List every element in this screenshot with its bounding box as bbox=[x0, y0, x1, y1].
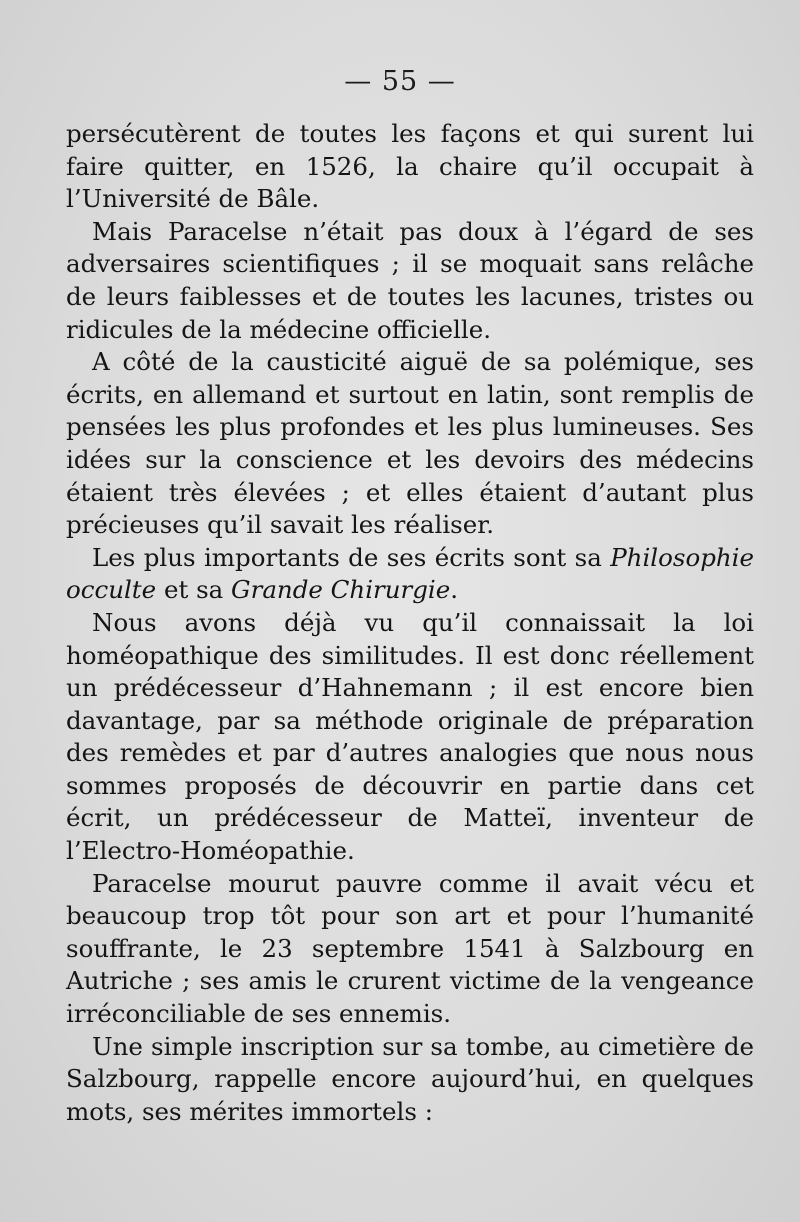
work-title-grande-chirurgie: Grande Chirurgie bbox=[231, 575, 451, 605]
work-title-philosophie-occulte: Philosophie occulte bbox=[66, 542, 754, 605]
paragraph-writings: A côté de la causticité aiguë de sa polémique, ses écrits, en allemand et surtout en latin, sont remplis de pensées les plus profondes et les plus lumineuses. Ses idées sur la conscience et les devoirs des médecins étaient très élevées ; et elles étaient d’autant plus précieuses qu’il savait les réaliser. bbox=[66, 347, 754, 540]
paragraph-adversaries: Mais Paracelse n’était pas doux à l’égard de ses adversaires scientifiques ; il se moquait sans relâche de leurs faiblesses et de toutes les lacunes, tristes ou ridicules de la médecine officielle. bbox=[66, 216, 754, 344]
works-end-text: . bbox=[450, 575, 459, 605]
paragraph-inscription: Une simple inscription sur sa tombe, au cimetière de Salzbourg, rappelle encore aujourd’hui, en quelques mots, ses mérites immortels : bbox=[66, 1031, 754, 1126]
paragraph-continuation: persécutèrent de toutes les façons et qui surent lui faire quitter, en 1526, la chaire qu’il occupait à l’Université de Bâle. bbox=[66, 119, 754, 214]
paragraph-important-works bbox=[66, 542, 754, 607]
works-connector-text: et sa bbox=[156, 575, 232, 605]
page-number: — 55 — bbox=[344, 66, 456, 97]
paragraph-death: Paracelse mourut pauvre comme il avait vécu et beaucoup trop tôt pour son art et pour l’humanité souffrante, le 23 septembre 1541 à Salzbourg en Autriche ; ses amis le crurent victime de la vengeance irréconciliable de ses ennemis. bbox=[66, 868, 754, 1029]
paragraph-homeopathy: Nous avons déjà vu qu’il connaissait la loi homéopathique des similitudes. Il est donc réellement un prédécesseur d’Hahnemann ; il est encore bien davantage, par sa méthode originale de préparation des remèdes et par d’autres analogies que nous nous sommes proposés de découvrir en partie dans cet écrit, un prédécesseur de Matteï, inventeur de l’Electro-Homéopathie. bbox=[66, 607, 754, 866]
works-intro-text: Les plus importants de ses écrits sont sa bbox=[92, 542, 611, 572]
body-text bbox=[66, 118, 754, 1128]
